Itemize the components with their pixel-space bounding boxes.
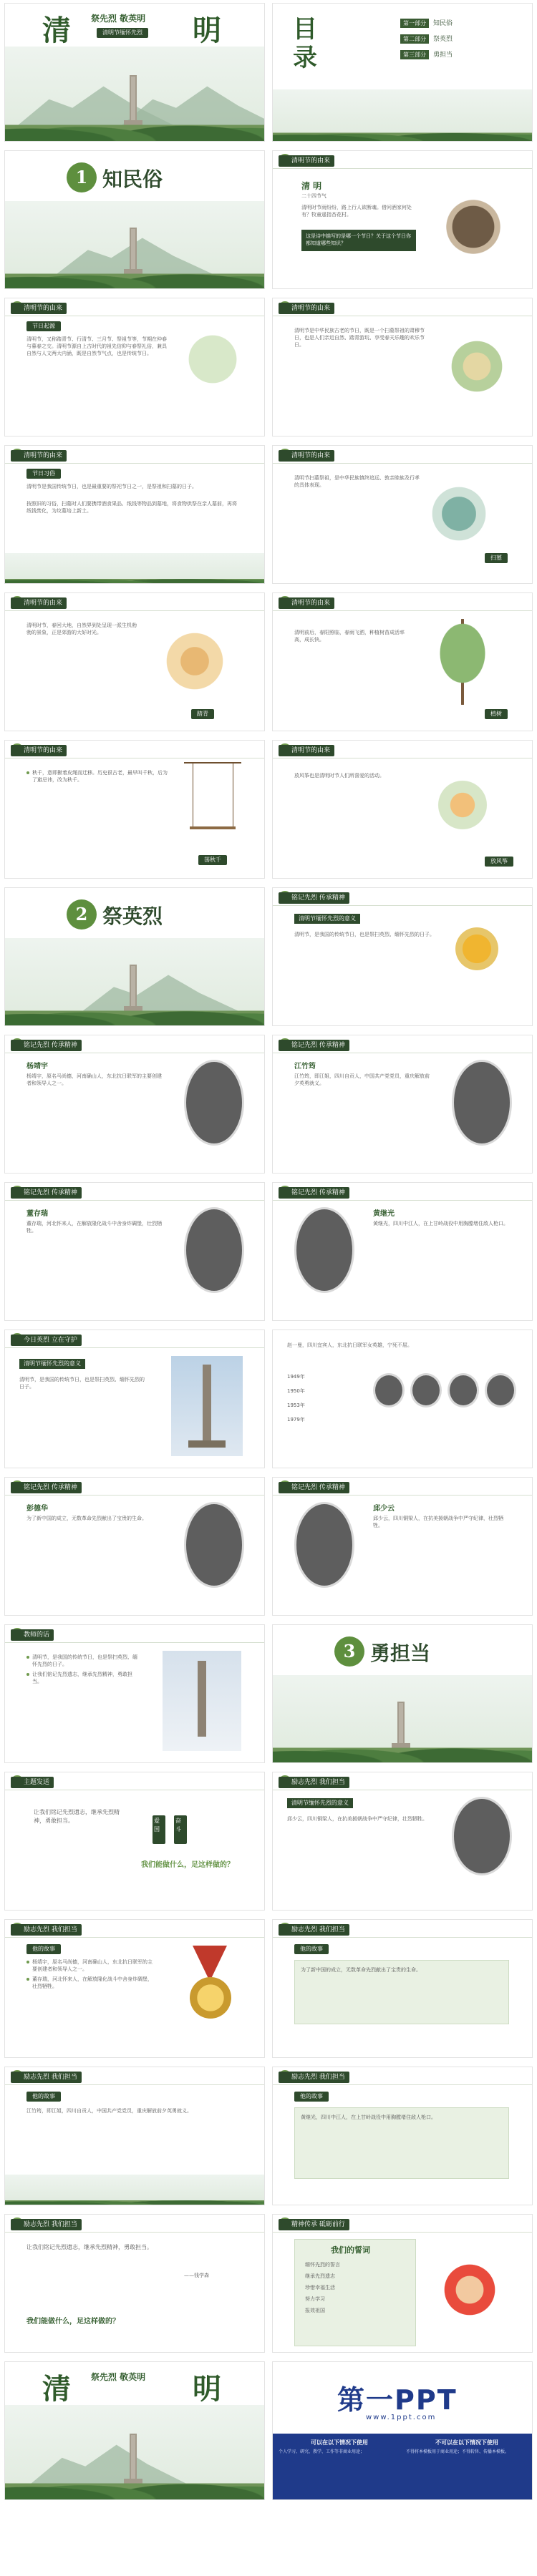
header-tag: 铭记先烈 传承精神 (279, 1040, 349, 1051)
header-tag: 励志先烈 我们担当 (11, 2072, 82, 2083)
hero-slide-2[interactable] (272, 1035, 533, 1174)
monument-photo (171, 1356, 243, 1456)
story-text: 邱少云，四川铜梁人，在抗美援朝战争中严守纪律，壮烈牺牲。 (287, 1816, 427, 1822)
year-4: 1979年 (287, 1417, 305, 1423)
oath-slide[interactable] (272, 2214, 533, 2353)
kite-text: 放风筝也是清明时节人们所喜爱的活动。 (294, 773, 384, 779)
landscape-banner (273, 89, 532, 142)
tree-label: 植树 (485, 709, 508, 719)
story-slide-3[interactable] (4, 2067, 265, 2205)
landscape-banner (5, 553, 264, 584)
outing-label: 踏青 (191, 709, 214, 719)
heroes-intro-slide[interactable] (272, 887, 533, 1026)
license-allowed-head: 可以在以下情况下使用 (311, 2439, 368, 2446)
hero-portrait (184, 1060, 244, 1146)
story-tag: 他的故事 (26, 2092, 61, 2102)
swing-label: 荡秋千 (198, 855, 227, 865)
memorial-years-text: 赵一曼，四川宜宾人，东北抗日联军女英雄，宁死不屈。 (287, 1342, 412, 1348)
think-question: 我们能做什么，足这样做的？ (141, 1861, 234, 1869)
hero-portrait-small (373, 1373, 405, 1407)
customs-text-1: 清明节是我国传统节日，也是最重要的祭祀节日之一，是祭祖和扫墓的日子。 (26, 484, 197, 489)
swing-bullets (26, 769, 170, 786)
customs-slide-1[interactable] (4, 445, 265, 584)
tree-text: 清明前后，春阳照临，春雨飞洒，种植树苗成活率高，成长快。 (294, 630, 405, 643)
medal-bullet: 董存瑞，河北怀来人，在解放隆化战斗中舍身炸碉堡，壮烈牺牲。 (26, 1976, 155, 1990)
hero-portrait-small (448, 1373, 479, 1407)
outing-girl-illustration (155, 622, 234, 701)
end-subtitle: 祭先烈 敬英明 (91, 2372, 146, 2382)
hero-slide-4[interactable] (272, 1182, 533, 1321)
header-tag: 励志先烈 我们担当 (279, 1777, 349, 1788)
story-slide-1[interactable] (272, 1772, 533, 1911)
swing-seat (190, 826, 236, 829)
hero-portrait (184, 1207, 244, 1293)
section-number: 3 (334, 1636, 364, 1667)
section-slide-1[interactable] (4, 150, 265, 289)
tree-slide[interactable] (272, 592, 533, 731)
teacher-slide[interactable] (4, 1624, 265, 1763)
license-denied-head: 不可以在以下情况下使用 (435, 2439, 498, 2446)
header-tag: 励志先烈 我们担当 (279, 2072, 349, 2083)
story-bar: 清明节缅怀先烈的意义 (287, 1798, 353, 1808)
quote-summary: 我们能做什么，足这样做的？ (26, 2318, 120, 2326)
tomb-sweeping-illustration (423, 482, 495, 546)
story-text: 江竹筠，即江姐，四川自贡人，中国共产党党员，重庆解放前夕英勇就义。 (26, 2108, 192, 2114)
intro-slide[interactable] (272, 150, 533, 289)
oath-line-5: 报效祖国 (305, 2308, 325, 2313)
medal-ribbon (193, 1946, 227, 1981)
flower-vase-illustration (445, 334, 509, 399)
oath-line-2: 继承先烈遗志 (305, 2273, 335, 2279)
header-tag: 铭记先烈 传承精神 (11, 1040, 82, 1051)
story-tag: 他的故事 (294, 2092, 329, 2102)
origin-slide-2[interactable] (272, 298, 533, 436)
end-slide[interactable] (4, 2361, 265, 2500)
toc-title-b: 录 (293, 44, 317, 72)
heroes-intro-bar: 清明节缅怀先烈的意义 (294, 914, 360, 924)
cover-subtitle-pill: 清明节缅怀先烈 (97, 28, 148, 38)
oath-line-1: 缅怀先烈的誓言 (305, 2262, 340, 2268)
medal-icon (190, 1977, 231, 2019)
qingming-calligraphy-illustration (184, 327, 241, 391)
hero-text: 董存瑞，河北怀来人，在解放隆化战斗中舍身炸碉堡，壮烈牺牲。 (26, 1221, 162, 1234)
think-text: 让我们铭记先烈遗志，继承先烈精神，勇敢担当。 (34, 1809, 120, 1824)
monument-photo (163, 1651, 241, 1751)
teacher-bullets (26, 1654, 141, 1688)
toc-title-a: 目 (293, 15, 317, 44)
section-title: 祭英烈 (102, 904, 163, 928)
intro-question: 这是诗中描写的是哪一个节日？关于这个节日你都知道哪些知识？ (301, 230, 416, 251)
hero-portrait (452, 1060, 512, 1146)
toc-item-1[interactable]: 第一部分 知民俗 (400, 18, 453, 28)
chrysanthemum-illustration (452, 924, 502, 974)
hero-slide-5[interactable] (4, 1477, 265, 1616)
landscape-banner (5, 938, 264, 1026)
section-title: 知民俗 (102, 167, 163, 191)
header-tag: 清明节的由来 (279, 745, 334, 756)
oath-title: 我们的誓词 (331, 2245, 370, 2255)
medal-slide[interactable] (4, 1919, 265, 2058)
medal-bullets (26, 1958, 155, 1993)
hero-text: 黄继光，四川中江人，在上甘岭战役中用胸膛堵住敌人枪口。 (373, 1221, 508, 1226)
hero-portrait (294, 1502, 354, 1588)
memorial-text: 清明节，是我国的传统节日，也是祭扫英烈、缅怀先烈的日子。 (19, 1377, 145, 1390)
header-tag: 铭记先烈 传承精神 (11, 1187, 82, 1199)
hero-name: 黄继光 (373, 1210, 395, 1218)
tomb-slide[interactable] (272, 445, 533, 584)
end-title-right: 明 (193, 2372, 221, 2406)
kite-slide[interactable] (272, 740, 533, 879)
landscape-banner (5, 2175, 264, 2205)
hero-portrait (452, 1797, 512, 1875)
kite-children-illustration (430, 769, 495, 841)
license-allowed-text: 个人学习、研究、教学、工作等非商业用途； (279, 2449, 365, 2454)
intro-sub: 二十四节气 (301, 193, 326, 199)
heroes-intro-text: 清明节，是我国的传统节日，也是祭扫英烈、缅怀先烈的日子。 (294, 932, 435, 937)
quote-author: ——钱学森 (184, 2273, 209, 2278)
ppt-url[interactable]: www.1ppt.com (366, 2414, 437, 2421)
story-slide-2[interactable] (272, 1919, 533, 2058)
header-tag: 清明节的由来 (279, 155, 334, 167)
story-tag: 他的故事 (294, 1944, 329, 1954)
header-tag: 主题发送 (11, 1777, 54, 1788)
teacher-bullet: 让我们铭记先烈遗志，继承先烈精神，勇敢担当。 (26, 1671, 141, 1685)
header-tag: 励志先烈 我们担当 (11, 2219, 82, 2230)
header-tag: 清明节的由来 (279, 450, 334, 462)
medal-bullet: 杨靖宇，原名马尚德，河南确山人，东北抗日联军的主要创建者和领导人之一。 (26, 1958, 155, 1973)
oath-fist-illustration (437, 2258, 502, 2322)
year-2: 1950年 (287, 1388, 305, 1394)
cover-slide[interactable] (4, 3, 265, 142)
toc-item-2[interactable]: 第二部分 祭英烈 (400, 34, 453, 44)
hero-text: 江竹筠，即江姐，四川自贡人，中国共产党党员，重庆解放前夕英勇就义。 (294, 1073, 430, 1086)
customs-text-2: 按照旧的习俗，扫墓时人们要携带酒食果品、纸钱等物品到墓地，将食物供祭在亲人墓前，再将纸钱焚化，为坟墓培上新土。 (26, 501, 237, 514)
quote-text: 让我们铭记先烈遗志，继承先烈精神，勇敢担当。 (26, 2244, 153, 2250)
hero-name: 彭德华 (26, 1505, 48, 1513)
toc-slide[interactable] (272, 3, 533, 142)
header-tag: 励志先烈 我们担当 (11, 1924, 82, 1936)
origin-text-2: 清明节是中华民族古老的节日，既是一个扫墓祭祖的肃穆节日，也是人们亲近自然、踏青游玩、享受春天乐趣的欢乐节日。 (294, 328, 425, 348)
outing-text: 清明时节，春回大地，自然界到处呈现一派生机勃勃的景象，正是郊游的大好时光。 (26, 623, 137, 635)
cover-subtitle: 祭先烈 敬英明 (91, 14, 146, 24)
willow-tree-illustration (423, 619, 502, 705)
hero-name: 董存瑞 (26, 1210, 48, 1218)
header-tag: 清明节的由来 (11, 745, 67, 756)
header-tag: 清明节的由来 (11, 450, 67, 462)
think-tag-2: 奋斗 (174, 1815, 187, 1844)
header-tag: 铭记先烈 传承精神 (279, 1482, 349, 1493)
header-tag: 清明节的由来 (11, 597, 67, 609)
hero-text: 为了新中国的成立，无数革命先烈献出了宝贵的生命。 (26, 1516, 147, 1521)
license-denied (406, 2439, 528, 2455)
license-denied-text: 不得将本模板用于商业用途；不得转售、传播本模板。 (406, 2449, 510, 2454)
intro-poem: 清明时节雨纷纷，路上行人欲断魂。借问酒家何处有？牧童遥指杏花村。 (301, 205, 412, 218)
memorial-bar: 清明节缅怀先烈的意义 (19, 1359, 85, 1369)
story-box-text: 为了新中国的成立，无数革命先烈献出了宝贵的生命。 (301, 1967, 421, 1973)
hero-portrait-small (410, 1373, 442, 1407)
header-tag: 铭记先烈 传承精神 (11, 1482, 82, 1493)
origin-slide-1[interactable] (4, 298, 265, 436)
section-slide-3[interactable] (272, 1624, 533, 1763)
story-box (294, 2107, 509, 2179)
hero-slide-3[interactable] (4, 1182, 265, 1321)
header-tag: 今日英烈 立在守护 (11, 1335, 82, 1346)
hero-text: 杨靖宇，原名马尚德，河南确山人，东北抗日联军的主要创建者和领导人之一。 (26, 1073, 162, 1086)
story-tag: 他的故事 (26, 1944, 61, 1954)
intro-word: 清 明 (301, 181, 322, 191)
tomb-text: 清明节扫墓祭祖，是中华民族慎终追远、敦亲睦族及行孝的具体表现。 (294, 475, 420, 488)
landscape-banner (5, 47, 264, 142)
think-tag-1: 爱国 (153, 1815, 165, 1844)
hero-portrait (184, 1502, 244, 1588)
header-tag: 精神传承 砥砺前行 (279, 2219, 349, 2230)
hero-slide-6[interactable] (272, 1477, 533, 1616)
origin-label: 节日起源 (26, 321, 61, 331)
oath-line-4: 努力学习 (305, 2296, 325, 2302)
cover-title-right: 明 (193, 14, 221, 47)
landscape-banner (5, 201, 264, 289)
buffalo-illustration (437, 180, 509, 258)
hero-portrait-small (485, 1373, 516, 1407)
header-tag: 清明节的由来 (11, 303, 67, 314)
header-tag: 励志先烈 我们担当 (279, 1924, 349, 1936)
hero-name: 杨靖宇 (26, 1063, 48, 1070)
monument-slide[interactable] (4, 1330, 265, 1468)
header-tag: 教师的话 (11, 1629, 54, 1641)
ppt-logo[interactable]: 第一PPT (337, 2384, 458, 2416)
section-slide-2[interactable] (4, 887, 265, 1026)
section-number: 2 (67, 899, 97, 930)
think-slide[interactable] (4, 1772, 265, 1911)
hero-name: 江竹筠 (294, 1063, 316, 1070)
tomb-label: 扫墓 (485, 553, 508, 563)
header-tag: 清明节的由来 (279, 303, 334, 314)
hero-text: 邱少云，四川铜梁人，在抗美援朝战争中严守纪律，壮烈牺牲。 (373, 1516, 503, 1528)
end-title-left: 清 (42, 2372, 71, 2406)
quote-slide[interactable] (4, 2214, 265, 2353)
story-box-text: 黄继光，四川中江人，在上甘岭战役中用胸膛堵住敌人枪口。 (301, 2114, 436, 2120)
customs-label: 节日习俗 (26, 469, 61, 479)
origin-text: 清明节，又称踏青节、行清节、三月节、祭祖节等，节期在仲春与暮春之交。清明节源自上古时代的祖先信仰与春祭礼俗，兼具自然与人文两大内涵，既是自然节气点，也是传统节日。 (26, 336, 167, 356)
year-3: 1953年 (287, 1402, 305, 1408)
teacher-bullet: 清明节，是我国的传统节日，也是祭扫英烈、缅怀先烈的日子。 (26, 1654, 141, 1668)
hero-portrait (294, 1207, 354, 1293)
section-number: 1 (67, 162, 97, 192)
header-tag: 清明节的由来 (279, 597, 334, 609)
header-tag: 铭记先烈 传承精神 (279, 1187, 349, 1199)
story-box (294, 1960, 509, 2024)
oath-line-3: 珍惜幸福生活 (305, 2285, 335, 2290)
hero-slide-1[interactable] (4, 1035, 265, 1174)
toc-item-3[interactable]: 第三部分 勇担当 (400, 49, 453, 59)
swing-slide[interactable] (4, 740, 265, 879)
swing-text: 秋千，意即揪着皮绳而迁移。历史很古老，最早叫千秋，后为了避忌讳，改为秋千。 (26, 769, 170, 784)
oath-box (294, 2239, 416, 2346)
year-1: 1949年 (287, 1374, 305, 1380)
kite-label: 放风筝 (485, 857, 513, 867)
license-allowed (279, 2439, 400, 2455)
header-tag: 铭记先烈 传承精神 (279, 892, 349, 904)
outing-slide[interactable] (4, 592, 265, 731)
story-slide-4[interactable] (272, 2067, 533, 2205)
landscape-banner (5, 2405, 264, 2500)
landscape-banner (273, 1675, 532, 1763)
section-title: 勇担当 (370, 1641, 431, 1665)
cover-title-left: 清 (42, 14, 71, 47)
hero-name: 邱少云 (373, 1505, 395, 1513)
ppt-credits-slide[interactable] (272, 2361, 533, 2500)
ppt-license-panel (273, 2434, 532, 2500)
memorial-years-slide[interactable] (272, 1330, 533, 1468)
